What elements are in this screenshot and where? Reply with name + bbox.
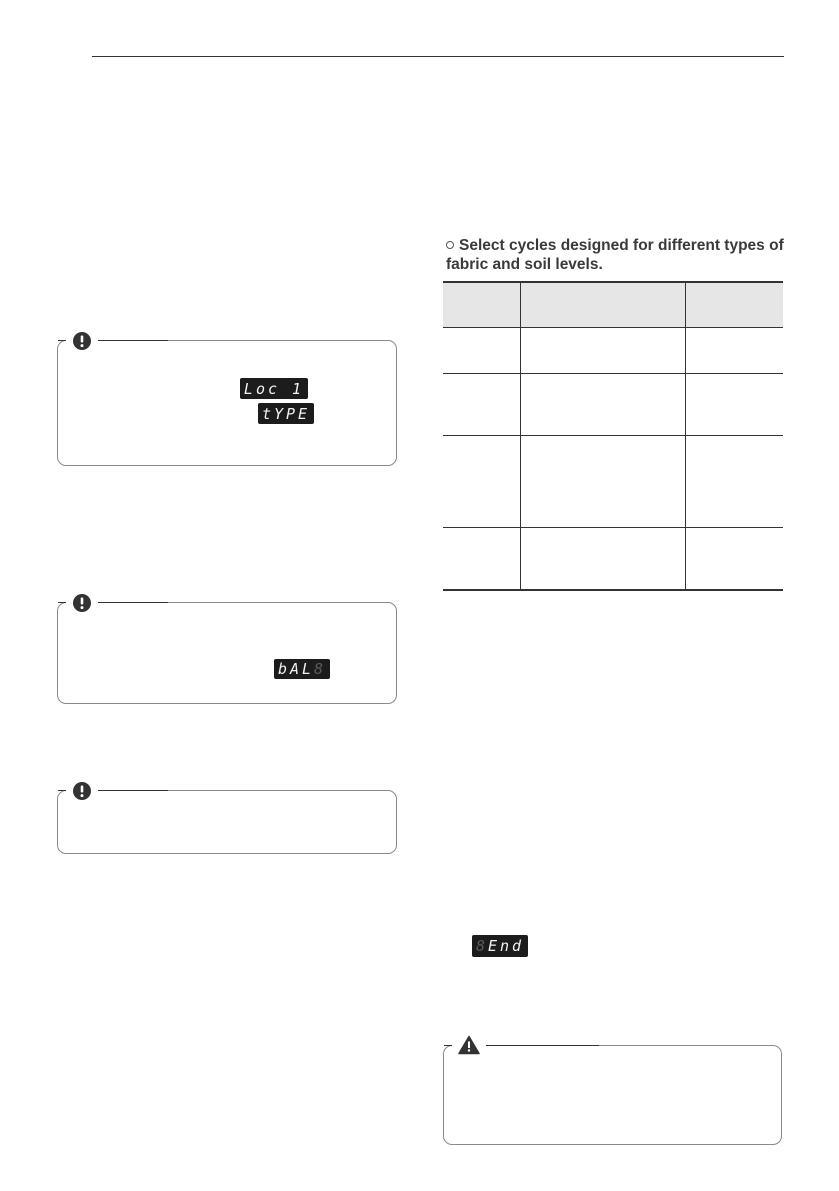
- table-header-cell: [443, 282, 520, 328]
- display-type: tYPE: [258, 403, 314, 424]
- cycle-tip-line2: fabric and soil levels.: [446, 256, 603, 273]
- note-header: [66, 593, 98, 613]
- table-row: [443, 328, 783, 374]
- display-end: [472, 935, 528, 957]
- cycle-tip-line1: Select cycles designed for different types of: [459, 237, 784, 254]
- table-row: [443, 528, 783, 590]
- note-header: [66, 331, 98, 351]
- note-icon: [72, 781, 92, 801]
- table-header-row: [443, 282, 783, 328]
- table-cell: [685, 436, 783, 528]
- note-icon: [72, 593, 92, 613]
- warning-box: [443, 1045, 782, 1145]
- note-box-3: [57, 790, 397, 854]
- table-cell: [443, 374, 520, 436]
- cycle-table: [443, 281, 783, 591]
- bullet-icon: [446, 241, 454, 249]
- table-row: [443, 374, 783, 436]
- table-cell: [520, 328, 685, 374]
- note-box-1: [57, 340, 397, 466]
- table-cell: [443, 328, 520, 374]
- note-header: [66, 781, 98, 801]
- table-cell: [685, 328, 783, 374]
- table-row: [443, 436, 783, 528]
- display-end-text: End: [487, 937, 525, 955]
- display-bal-dim: 8: [314, 660, 327, 678]
- table-cell: [685, 528, 783, 590]
- display-end-dim: 8: [475, 937, 488, 955]
- table-cell: [685, 374, 783, 436]
- table-cell: [443, 436, 520, 528]
- table-cell: [520, 528, 685, 590]
- note-box-2: [57, 602, 397, 704]
- warning-icon: [458, 1035, 480, 1055]
- table-header-cell: [685, 282, 783, 328]
- display-loc: Loc 1: [240, 378, 308, 399]
- table-cell: [443, 528, 520, 590]
- display-bal: [274, 659, 330, 679]
- note-icon: [72, 331, 92, 351]
- table-cell: [520, 436, 685, 528]
- warning-header: [452, 1035, 486, 1055]
- cycle-tip: [446, 236, 791, 274]
- table-header-cell: [520, 282, 685, 328]
- table-cell: [520, 374, 685, 436]
- display-bal-text: bAL: [277, 660, 315, 678]
- header-rule: [92, 56, 784, 57]
